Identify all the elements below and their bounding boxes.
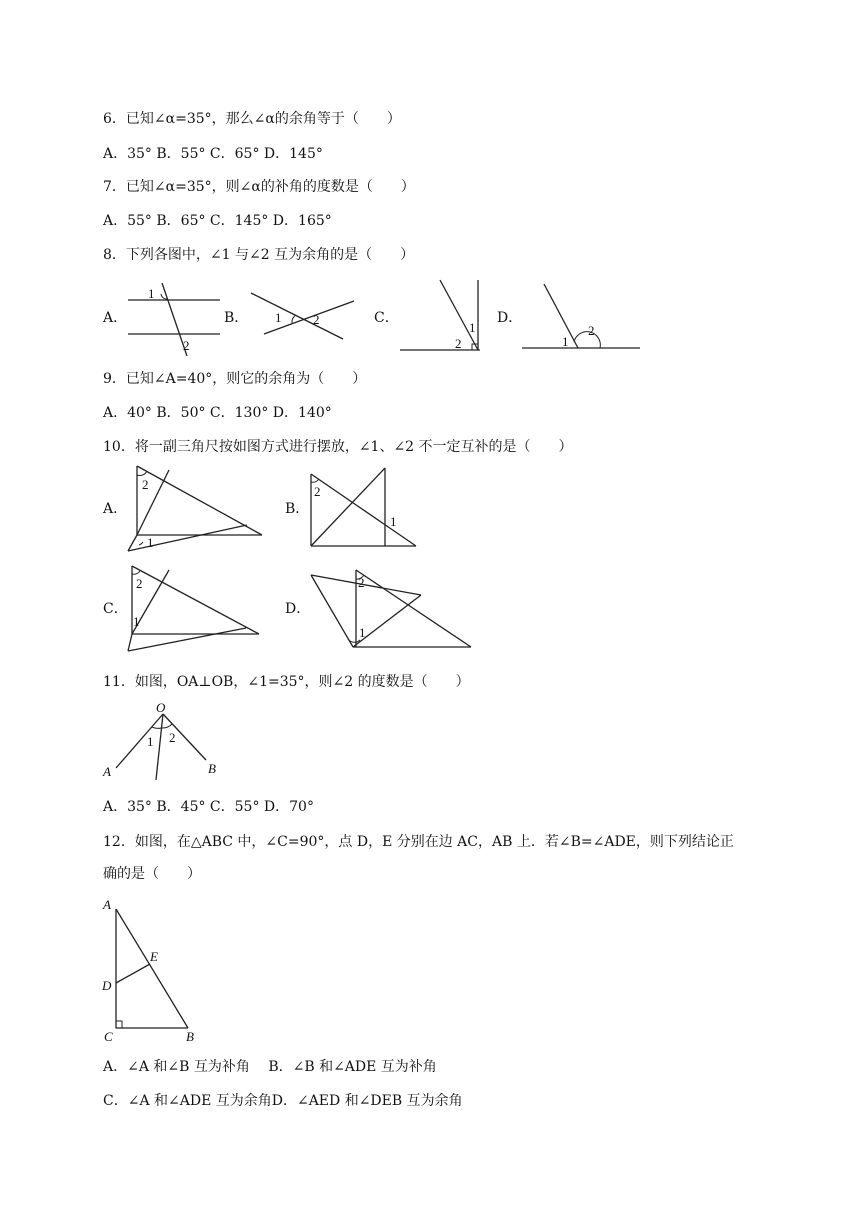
q12-point-d: D xyxy=(102,978,112,993)
q8d-angle-1: 1 xyxy=(562,334,569,349)
q8-figure-b xyxy=(248,285,358,345)
q10-option-b-label: B． xyxy=(285,501,310,517)
question-6-options: A．35° B．55° C．65° D．145° xyxy=(103,146,323,162)
q8-figure-d xyxy=(520,282,642,352)
question-6-stem: 6．已知∠α=35°，那么∠α的余角等于（ ） xyxy=(103,111,401,127)
q11-point-b: B xyxy=(208,761,216,776)
q8d-angle-2: 2 xyxy=(588,323,595,338)
question-12-options-line1: A．∠A 和∠B 互为补角 B．∠B 和∠ADE 互为补角 xyxy=(103,1059,437,1075)
q11-angle-2: 2 xyxy=(169,730,176,745)
q8-option-a-label: A． xyxy=(103,310,128,326)
q8b-angle-1: 1 xyxy=(275,310,282,325)
q12-figure xyxy=(100,895,205,1045)
question-12-stem-line2: 确的是（ ） xyxy=(103,866,201,882)
q10-figure-d xyxy=(308,565,476,655)
question-8-stem: 8．下列各图中，∠1 与∠2 互为余角的是（ ） xyxy=(103,247,415,263)
question-9-stem: 9．已知∠A=40°，则它的余角为（ ） xyxy=(103,371,367,387)
question-7-options: A．55° B．65° C．145° D．165° xyxy=(103,213,332,229)
q10-figure-b xyxy=(308,466,420,550)
q10a-angle-2: 2 xyxy=(142,477,149,492)
q10-option-a-label: A． xyxy=(103,501,128,517)
q8-option-b-label: B． xyxy=(224,310,249,326)
q8-option-d-label: D． xyxy=(497,310,523,326)
q8-figure-a xyxy=(125,280,225,360)
q11-figure xyxy=(100,700,225,785)
q10-option-c-label: C． xyxy=(103,601,128,617)
q12-point-b: B xyxy=(186,1029,194,1044)
q11-point-a: A xyxy=(103,764,111,779)
q8a-angle-1: 1 xyxy=(148,286,155,301)
q10b-angle-1: 1 xyxy=(390,514,397,529)
question-12-options-line2: C．∠A 和∠ADE 互为余角D．∠AED 和∠DEB 互为余角 xyxy=(103,1093,463,1109)
q10d-angle-2: 2 xyxy=(358,575,365,590)
q10c-angle-1: 1 xyxy=(133,614,140,629)
q8-option-c-label: C． xyxy=(374,310,399,326)
q11-angle-1: 1 xyxy=(147,734,154,749)
q12-point-a: A xyxy=(103,897,111,912)
q8c-angle-1: 1 xyxy=(469,320,476,335)
q10a-angle-1: 1 xyxy=(147,535,154,550)
q8b-angle-2: 2 xyxy=(313,312,320,327)
q8-figure-c xyxy=(398,278,488,356)
q10c-angle-2: 2 xyxy=(136,576,143,591)
question-11-options: A．35° B．45° C．55° D．70° xyxy=(103,799,314,815)
question-12-stem-line1: 12．如图，在△ABC 中，∠C=90°，点 D，E 分别在边 AC，AB 上．若∠B=∠ADE，则下列结论正 xyxy=(103,834,734,850)
question-10-stem: 10．将一副三角尺按如图方式进行摆放，∠1、∠2 不一定互补的是（ ） xyxy=(103,439,573,455)
q10d-angle-1: 1 xyxy=(359,625,366,640)
q10-option-d-label: D． xyxy=(285,601,311,617)
q12-point-c: C xyxy=(104,1029,113,1044)
q10-figure-a xyxy=(125,462,270,557)
question-9-options: A．40° B．50° C．130° D．140° xyxy=(103,405,332,421)
q11-point-o: O xyxy=(156,700,166,715)
question-7-stem: 7．已知∠α=35°，则∠α的补角的度数是（ ） xyxy=(103,179,415,195)
q10b-angle-2: 2 xyxy=(314,484,321,499)
q10-figure-c xyxy=(125,562,265,657)
question-11-stem: 11．如图，OA⊥OB，∠1=35°，则∠2 的度数是（ ） xyxy=(103,674,470,690)
q8c-angle-2: 2 xyxy=(455,336,462,351)
q8a-angle-2: 2 xyxy=(183,338,190,353)
q12-point-e: E xyxy=(150,949,158,964)
